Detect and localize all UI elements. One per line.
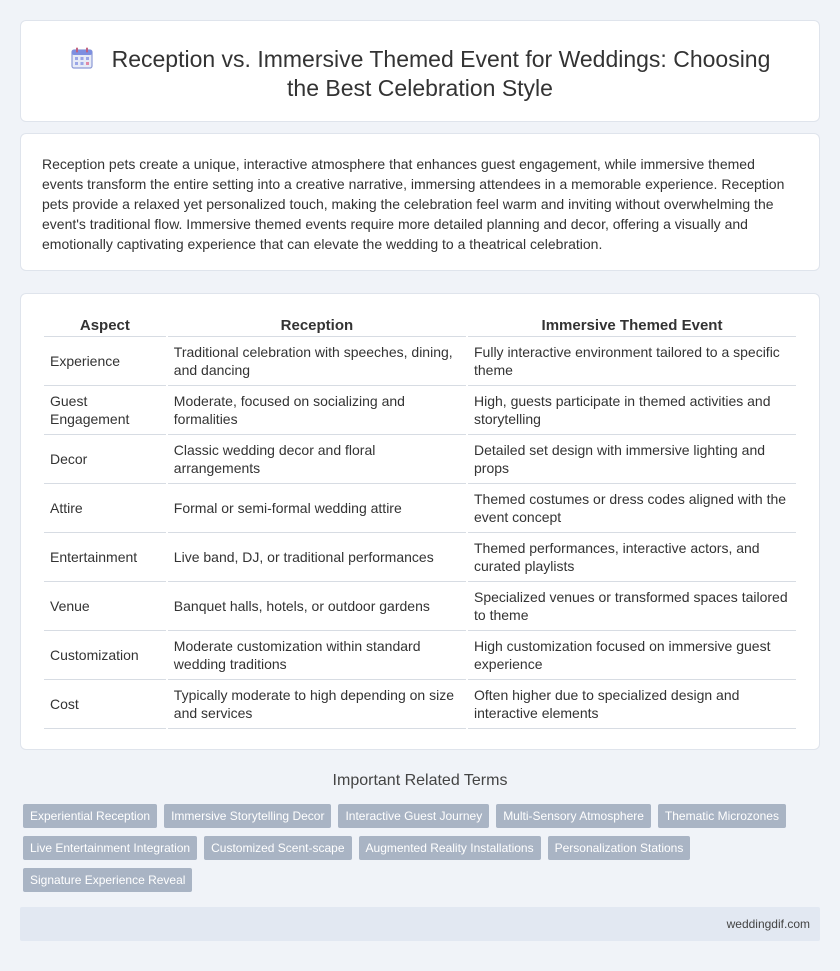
aspect-cell: Venue <box>44 582 166 631</box>
related-terms-list <box>23 804 813 892</box>
header-immersive: Immersive Themed Event <box>468 316 796 337</box>
table-row <box>44 435 796 484</box>
related-term-tag[interactable]: Live Entertainment Integration <box>23 836 197 860</box>
reception-cell: Moderate, focused on socializing and formalities <box>168 386 466 435</box>
reception-cell: Formal or semi-formal wedding attire <box>168 484 466 533</box>
immersive-cell: Specialized venues or transformed spaces tailored to theme <box>468 582 796 631</box>
immersive-cell: Themed performances, interactive actors, and curated playlists <box>468 533 796 582</box>
page-title-text: Reception vs. Immersive Themed Event for Weddings: Choosing the Best Celebration Style <box>111 46 771 101</box>
related-term-tag[interactable]: Multi-Sensory Atmosphere <box>496 804 651 828</box>
comparison-table-card <box>20 293 820 750</box>
table-row <box>44 484 796 533</box>
aspect-cell: Decor <box>44 435 166 484</box>
table-row <box>44 337 796 386</box>
reception-cell: Banquet halls, hotels, or outdoor gardens <box>168 582 466 631</box>
immersive-cell: High customization focused on immersive guest experience <box>468 631 796 680</box>
page-title <box>51 45 789 103</box>
reception-cell: Typically moderate to high depending on size and services <box>168 680 466 729</box>
related-term-tag[interactable]: Personalization Stations <box>548 836 691 860</box>
reception-cell: Live band, DJ, or traditional performances <box>168 533 466 582</box>
header-reception: Reception <box>168 316 466 337</box>
related-term-tag[interactable]: Augmented Reality Installations <box>359 836 541 860</box>
aspect-cell: Cost <box>44 680 166 729</box>
aspect-cell: Experience <box>44 337 166 386</box>
title-card <box>20 20 820 122</box>
related-term-tag[interactable]: Immersive Storytelling Decor <box>164 804 331 828</box>
immersive-cell: Themed costumes or dress codes aligned with the event concept <box>468 484 796 533</box>
immersive-cell: Often higher due to specialized design and interactive elements <box>468 680 796 729</box>
aspect-cell: Entertainment <box>44 533 166 582</box>
aspect-cell: Customization <box>44 631 166 680</box>
reception-cell: Moderate customization within standard wedding traditions <box>168 631 466 680</box>
immersive-cell: Detailed set design with immersive lighting and props <box>468 435 796 484</box>
footer-site-name[interactable]: weddingdif.com <box>726 917 810 931</box>
header-aspect: Aspect <box>44 316 166 337</box>
intro-paragraph: Reception pets create a unique, interactive atmosphere that enhances guest engagement, while immersive themed events transform the entire setting into a creative narrative, immersing attendees in a memorable experience. Reception pets provide a relaxed yet personalized touch, making the celebration feel warm and inviting without overwhelming the event's traditional flow. Immersive themed events require more detailed planning and decor, offering a visually and emotionally captivating experience that can elevate the wedding to a theatrical celebration. <box>42 156 785 252</box>
related-term-tag[interactable]: Interactive Guest Journey <box>338 804 489 828</box>
table-row <box>44 631 796 680</box>
reception-cell: Traditional celebration with speeches, dining, and dancing <box>168 337 466 386</box>
aspect-cell: Attire <box>44 484 166 533</box>
comparison-table <box>42 316 798 729</box>
intro-card <box>20 133 820 271</box>
aspect-cell: Guest Engagement <box>44 386 166 435</box>
related-term-tag[interactable]: Customized Scent-scape <box>204 836 351 860</box>
table-row <box>44 680 796 729</box>
related-term-tag[interactable]: Signature Experience Reveal <box>23 868 192 892</box>
table-row <box>44 533 796 582</box>
calendar-icon <box>70 46 94 70</box>
reception-cell: Classic wedding decor and floral arrangements <box>168 435 466 484</box>
table-row <box>44 386 796 435</box>
related-term-tag[interactable]: Experiential Reception <box>23 804 157 828</box>
related-term-tag[interactable]: Thematic Microzones <box>658 804 786 828</box>
table-row <box>44 582 796 631</box>
immersive-cell: High, guests participate in themed activities and storytelling <box>468 386 796 435</box>
related-terms-heading: Important Related Terms <box>332 772 508 789</box>
immersive-cell: Fully interactive environment tailored to a specific theme <box>468 337 796 386</box>
table-header-row <box>44 316 796 337</box>
footer <box>20 907 820 941</box>
